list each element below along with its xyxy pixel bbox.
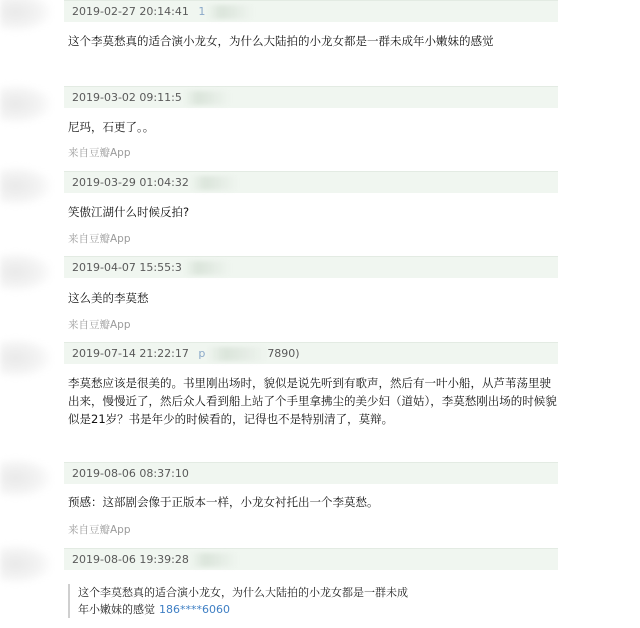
comment-text: 笑傲江湖什么时候反拍? (68, 205, 190, 219)
comment-timestamp: 2019-03-29 01:04:32 (72, 176, 189, 189)
comment-username-tail: 7890) (267, 347, 300, 360)
blurred-username (184, 261, 230, 275)
avatar[interactable] (0, 458, 52, 498)
comment-text: 这么美的李莫愁 (68, 291, 149, 305)
comment-header (64, 548, 558, 570)
comment-text: 尼玛，石更了。。 (68, 120, 155, 134)
comment-source: 来自豆瓣App (68, 233, 131, 245)
comment-text: 李莫愁应该是很美的。书里刚出场时，貌似是说先听到有歌声，然后有一叶小船，从芦苇荡里驶出来，慢慢近了，然后众人看到船上站了个手里拿拂尘的美少妇（道姑），李莫愁刚出场的时候貌似是21岁？书是年少的时候看的，记得也不是特别清了，莫辩。 (68, 376, 557, 426)
comment-username[interactable]: p (198, 347, 206, 360)
comment-header (64, 171, 558, 193)
blurred-username (191, 553, 237, 567)
comment-timestamp: 2019-02-27 20:14:41 (72, 5, 189, 18)
comment-username[interactable]: 1 (198, 5, 206, 18)
comment-timestamp: 2019-04-07 15:55:3 (72, 261, 182, 274)
avatar[interactable] (0, 166, 52, 206)
comment-source: 来自豆瓣App (68, 319, 131, 331)
comment-timestamp: 2019-08-06 19:39:28 (72, 553, 189, 566)
quote-line-2 (78, 601, 558, 618)
blurred-username (184, 91, 230, 105)
avatar[interactable] (0, 84, 52, 124)
avatar[interactable] (0, 0, 52, 32)
comment-header (64, 0, 558, 22)
avatar[interactable] (0, 338, 52, 378)
comment-header (64, 462, 558, 484)
comment-source: 来自豆瓣App (68, 147, 131, 159)
quote-user-id[interactable]: 186****6060 (159, 603, 230, 616)
blurred-username (207, 5, 253, 19)
comment-text: 这个李莫愁真的适合演小龙女，为什么大陆拍的小龙女都是一群未成年小嫩妹的感觉 (68, 34, 494, 48)
blurred-username (207, 347, 267, 361)
comment-header (64, 342, 558, 364)
comment-timestamp: 2019-07-14 21:22:17 (72, 347, 189, 360)
comment-header (64, 256, 558, 278)
comment-timestamp: 2019-03-02 09:11:5 (72, 91, 182, 104)
comment-text: 预感：这部剧会像于正版本一样，小龙女衬托出一个李莫愁。 (68, 495, 379, 509)
quote-line-1: 这个李莫愁真的适合演小龙女，为什么大陆拍的小龙女都是一群未成 (78, 586, 408, 599)
avatar[interactable] (0, 252, 52, 292)
comment-header (64, 86, 558, 108)
quoted-reply (68, 584, 558, 618)
blurred-username (191, 176, 237, 190)
comment-timestamp: 2019-08-06 08:37:10 (72, 467, 189, 480)
quote-line-2-text: 年小嫩妹的感觉 (78, 603, 155, 616)
avatar[interactable] (0, 544, 52, 584)
comment-source: 来自豆瓣App (68, 524, 131, 536)
